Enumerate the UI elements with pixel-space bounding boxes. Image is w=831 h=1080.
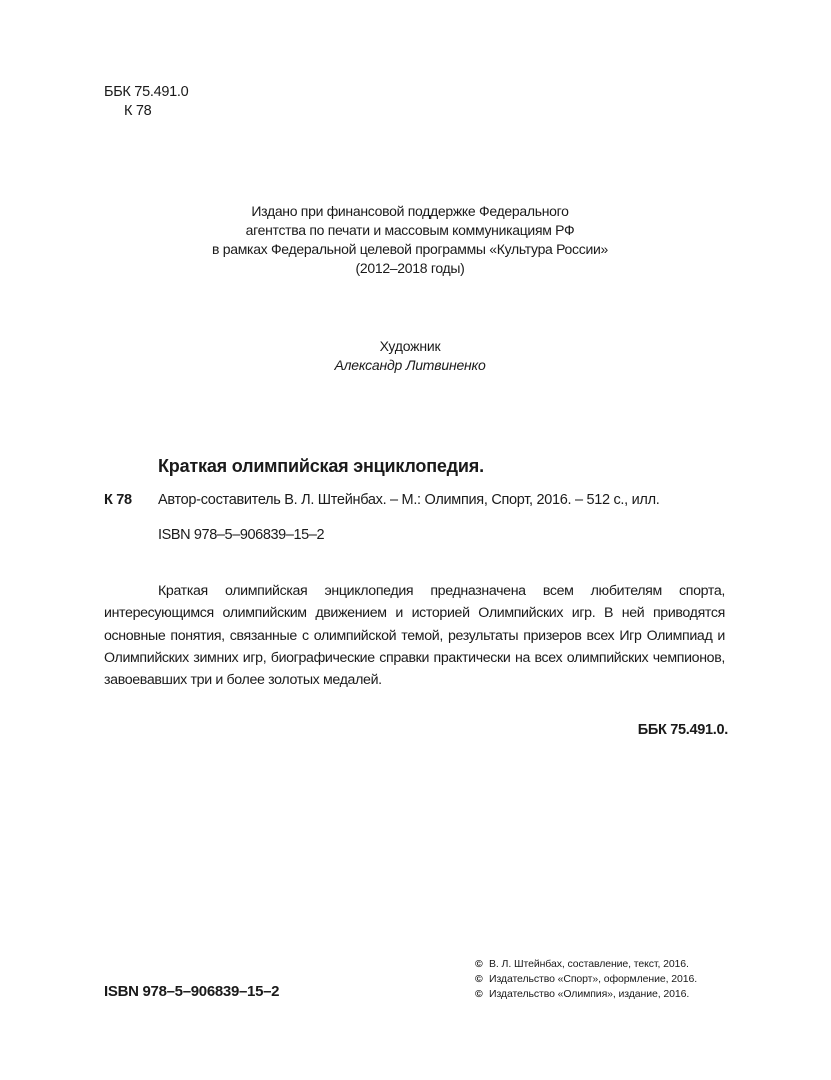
support-line: агентства по печати и массовым коммуникациям РФ xyxy=(245,222,575,238)
catalog-author-mark: К 78 xyxy=(104,492,132,508)
support-line: (2012–2018 годы) xyxy=(355,260,465,276)
copyright-icon: © xyxy=(475,973,483,985)
catalog-isbn: ISBN 978–5–906839–15–2 xyxy=(158,527,325,543)
artist-name: Александр Литвиненко xyxy=(334,357,486,373)
support-line: в рамках Федеральной целевой программы «Культура России» xyxy=(212,241,608,257)
copyright-line xyxy=(475,972,697,987)
abstract xyxy=(104,580,725,691)
bbk-classification-block xyxy=(104,83,188,121)
copyright-icon: © xyxy=(475,958,483,970)
bbk-code: ББК 75.491.0 xyxy=(104,84,189,100)
artist-label: Художник xyxy=(379,338,441,354)
isbn-bottom: ISBN 978–5–906839–15–2 xyxy=(104,983,280,1000)
copyright-block xyxy=(475,957,697,1002)
author-mark: К 78 xyxy=(124,103,152,119)
support-notice xyxy=(150,202,670,278)
bbk-bottom: ББК 75.491.0. xyxy=(637,722,728,738)
copyright-text: Издательство «Олимпия», издание, 2016. xyxy=(489,988,690,1000)
imprint-line: Автор-составитель В. Л. Штейнбах. – М.: Олимпия, Спорт, 2016. – 512 с., илл. xyxy=(158,492,660,508)
copyright-line xyxy=(475,957,697,972)
copyright-text: Издательство «Спорт», оформление, 2016. xyxy=(489,973,698,985)
abstract-text: Краткая олимпийская энциклопедия предназначена всем любителям спорта, интересующимся олимпийским движением и историей Олимпийских игр. В ней приводятся основные понятия, связанные с олимпийской темой, результаты призеров всех Игр Олимпиад и Олимпийских зимних игр, биографические справки практически на всех олимпийских чемпионов, завоевавших три и более золотых медалей. xyxy=(104,583,725,689)
copyright-line xyxy=(475,987,697,1002)
copyright-icon: © xyxy=(475,988,483,1000)
support-line: Издано при финансовой поддержке Федерального xyxy=(251,203,569,219)
copyright-text: В. Л. Штейнбах, составление, текст, 2016. xyxy=(489,958,689,970)
artist-credit xyxy=(250,337,570,375)
book-title: Краткая олимпийская энциклопедия. xyxy=(158,456,484,476)
